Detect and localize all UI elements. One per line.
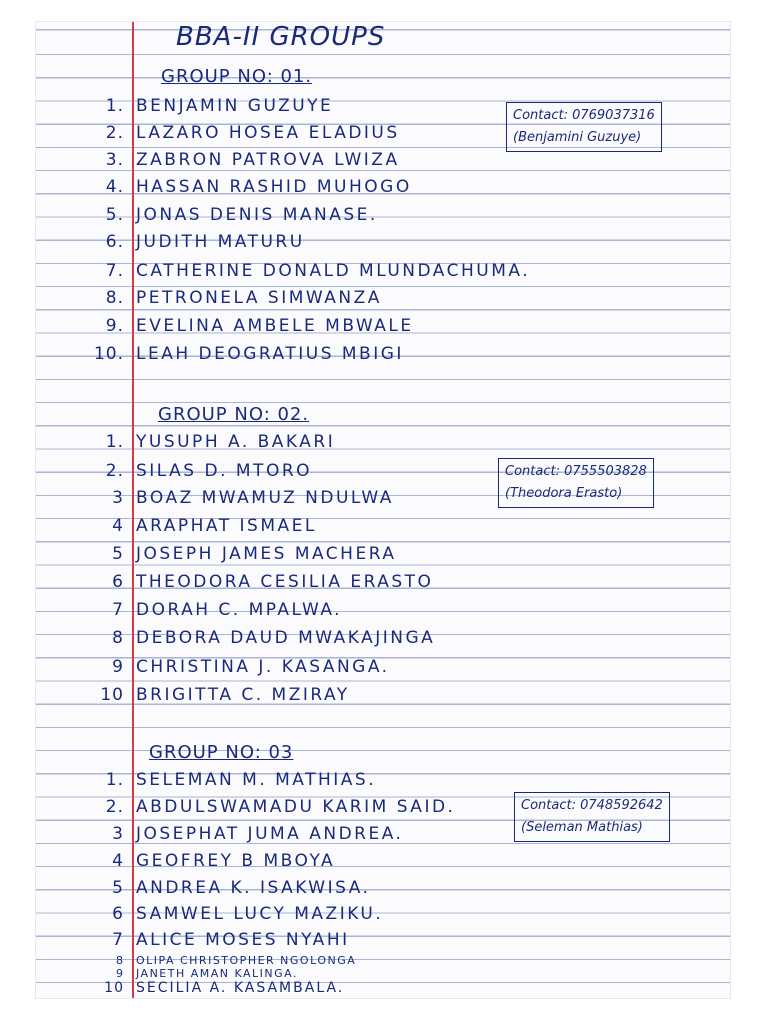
- row-number: 10.: [93, 344, 124, 364]
- row-number: 4: [112, 516, 124, 536]
- member-name: HASSAN RASHID MUHOGO: [136, 177, 412, 197]
- contact-box: [506, 102, 662, 152]
- member-name: SELEMAN M. MATHIAS.: [136, 770, 377, 790]
- member-name: CHRISTINA J. KASANGA.: [136, 657, 390, 677]
- contact-line: Contact: 0748592642: [521, 798, 663, 813]
- member-name: BENJAMIN GUZUYE: [136, 96, 334, 116]
- row-number: 6: [112, 572, 124, 592]
- group-heading: GROUP NO: 01.: [161, 66, 313, 87]
- group-heading: GROUP NO: 03: [149, 742, 294, 763]
- member-name: LAZARO HOSEA ELADIUS: [136, 123, 400, 143]
- contact-box: [514, 792, 670, 842]
- member-name: ANDREA K. ISAKWISA.: [136, 878, 371, 898]
- member-name: BRIGITTA C. MZIRAY: [136, 685, 350, 705]
- row-number: 7.: [105, 261, 124, 281]
- member-name: EVELINA AMBELE MBWALE: [136, 316, 414, 336]
- row-number: 9: [112, 657, 124, 677]
- row-number: 6.: [105, 232, 124, 252]
- row-number: 3.: [105, 150, 124, 170]
- member-name: JOSEPHAT JUMA ANDREA.: [136, 824, 404, 844]
- row-number: 4: [112, 851, 124, 871]
- contact-name: (Seleman Mathias): [521, 820, 643, 835]
- row-number: 8: [112, 628, 124, 648]
- member-name: ARAPHAT ISMAEL: [136, 516, 317, 536]
- member-name: DEBORA DAUD MWAKAJINGA: [136, 628, 436, 648]
- row-number: 5: [112, 544, 124, 564]
- member-name: JANETH AMAN KALINGA.: [136, 967, 299, 980]
- contact-name: (Benjamini Guzuye): [513, 130, 642, 145]
- member-name: ALICE MOSES NYAHI: [136, 930, 350, 950]
- row-number: 3: [112, 824, 124, 844]
- member-name: ZABRON PATROVA LWIZA: [136, 150, 400, 170]
- margin-line: [132, 22, 134, 998]
- row-number: 2.: [105, 123, 124, 143]
- member-name: DORAH C. MPALWA.: [136, 600, 343, 620]
- notebook-page: [36, 22, 730, 998]
- member-name: JUDITH MATURU: [136, 232, 305, 252]
- member-name: YUSUPH A. BAKARI: [136, 432, 336, 452]
- row-number: 9.: [105, 316, 124, 336]
- group-heading: GROUP NO: 02.: [158, 404, 310, 425]
- member-name: ABDULSWAMADU KARIM SAID.: [136, 797, 456, 817]
- row-number: 5: [112, 878, 124, 898]
- row-number: 6: [112, 904, 124, 924]
- contact-line: Contact: 0755503828: [505, 464, 647, 479]
- contact-name: (Theodora Erasto): [505, 486, 623, 501]
- member-name: THEODORA CESILIA ERASTO: [136, 572, 434, 592]
- row-number: 10: [104, 980, 124, 996]
- row-number: 8: [116, 954, 124, 967]
- page-title: BBA-II GROUPS: [176, 22, 386, 52]
- member-name: PETRONELA SIMWANZA: [136, 288, 382, 308]
- row-number: 1.: [105, 770, 124, 790]
- member-name: SECILIA A. KASAMBALA.: [136, 980, 345, 996]
- member-name: OLIPA CHRISTOPHER NGOLONGA: [136, 954, 357, 967]
- member-name: LEAH DEOGRATIUS MBIGI: [136, 344, 404, 364]
- row-number: 7: [112, 930, 124, 950]
- row-number: 1.: [105, 96, 124, 116]
- member-name: CATHERINE DONALD MLUNDACHUMA.: [136, 261, 531, 281]
- member-name: JONAS DENIS MANASE.: [136, 205, 378, 225]
- row-number: 10: [100, 685, 124, 705]
- contact-box: [498, 458, 654, 508]
- row-number: 2.: [105, 461, 124, 481]
- member-name: SILAS D. MTORO: [136, 461, 313, 481]
- row-number: 5.: [105, 205, 124, 225]
- row-number: 9: [116, 967, 124, 980]
- row-number: 7: [112, 600, 124, 620]
- row-number: 3: [112, 488, 124, 508]
- row-number: 1.: [105, 432, 124, 452]
- member-name: GEOFREY B MBOYA: [136, 851, 336, 871]
- row-number: 4.: [105, 177, 124, 197]
- member-name: JOSEPH JAMES MACHERA: [136, 544, 397, 564]
- member-name: BOAZ MWAMUZ NDULWA: [136, 488, 394, 508]
- row-number: 8.: [105, 288, 124, 308]
- contact-line: Contact: 0769037316: [513, 108, 655, 123]
- member-name: SAMWEL LUCY MAZIKU.: [136, 904, 384, 924]
- row-number: 2.: [105, 797, 124, 817]
